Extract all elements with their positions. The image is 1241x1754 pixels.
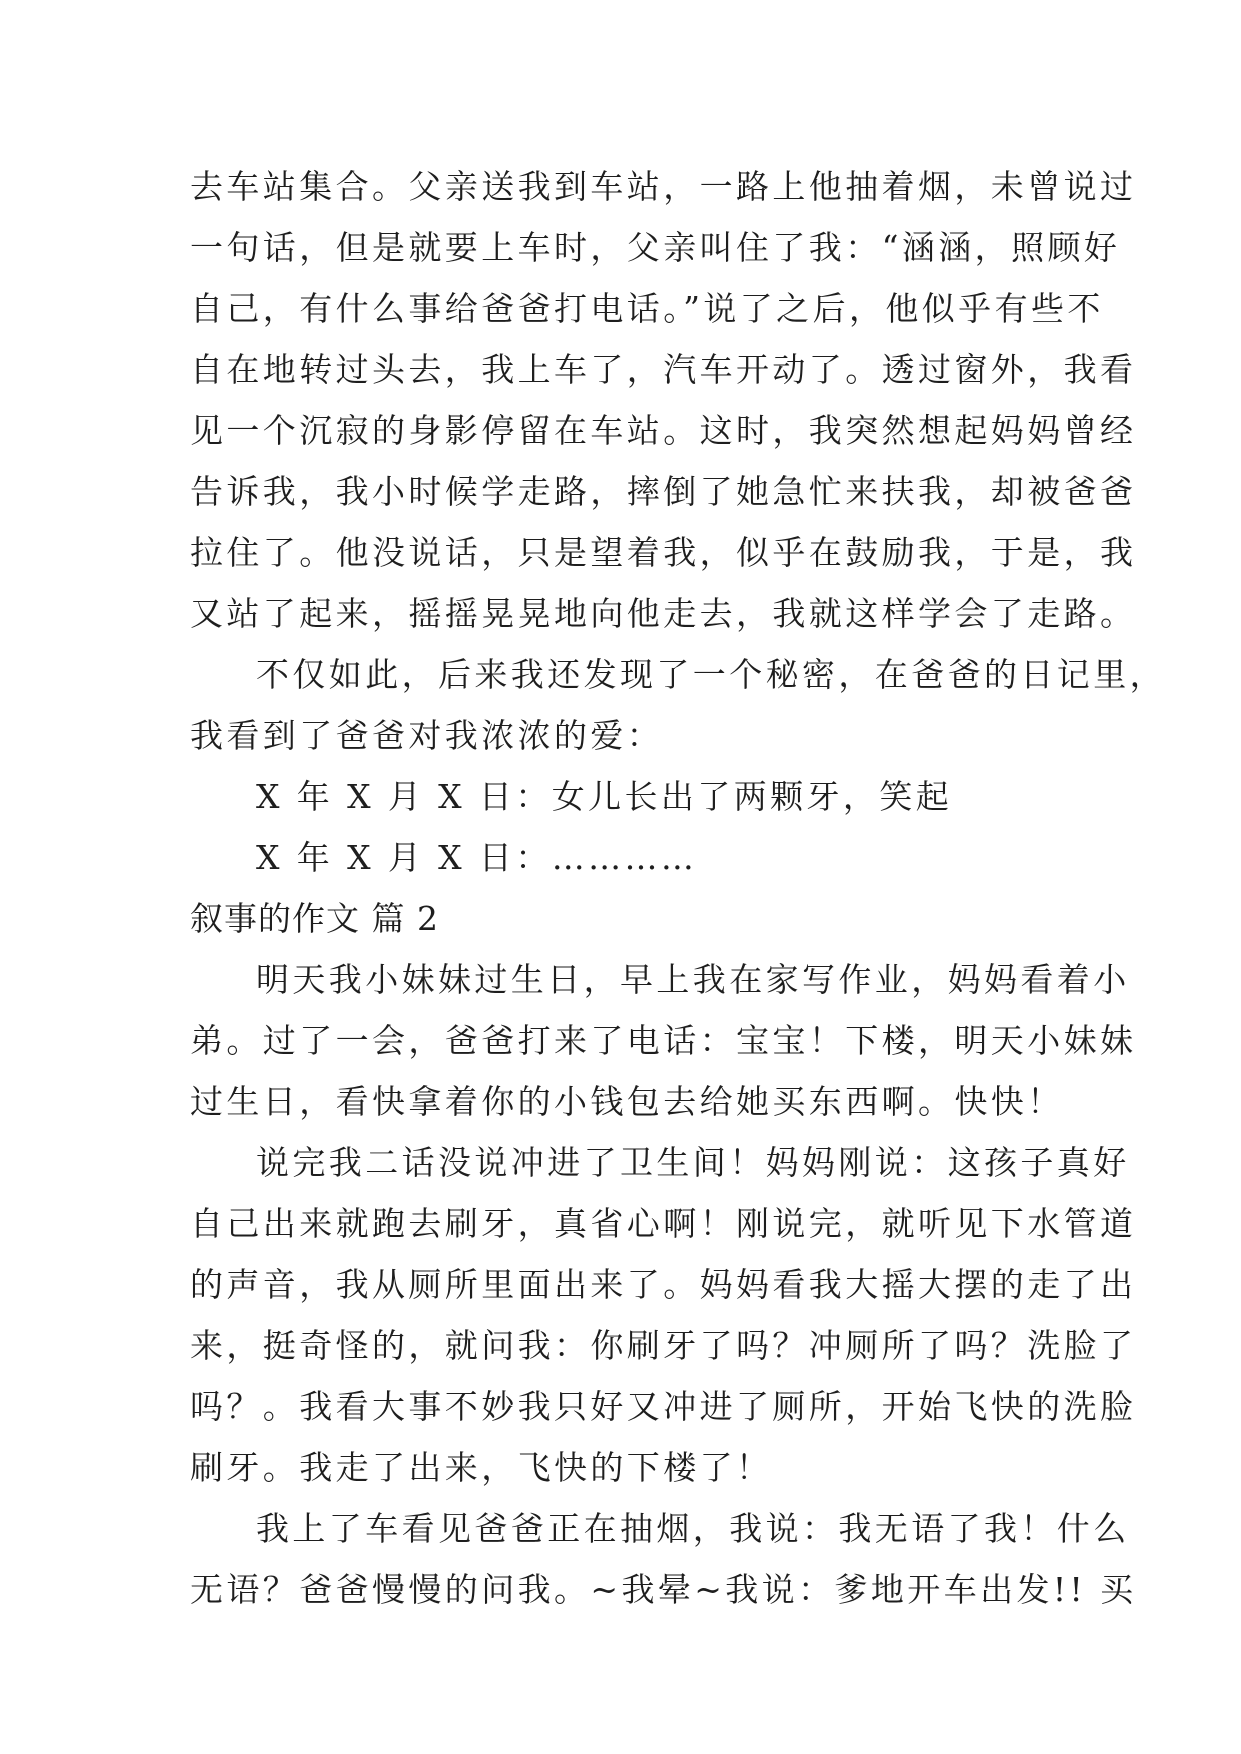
text-line: 见一个沉寂的身影停留在车站。这时，我突然想起妈妈曾经 [190,411,1137,450]
text-line: 刷牙。我走了出来，飞快的下楼了！ [190,1448,773,1487]
text-line: 一句话，但是就要上车时，父亲叫住了我：“涵涵，照顾好 [190,228,1121,267]
text-line: 告诉我，我小时候学走路，摔倒了她急忙来扶我，却被爸爸 [190,472,1137,511]
text-line: 来，挺奇怪的，就问我：你刷牙了吗？冲厕所了吗？洗脸了 [190,1326,1137,1365]
text-line: 的声音，我从厕所里面出来了。妈妈看我大摇大摆的走了出 [190,1265,1137,1304]
text-line: 说完我二话没说冲进了卫生间！妈妈刚说：这孩子真好 [256,1143,1130,1182]
diary-entry-line: X 年 X 月 X 日：………… [256,838,698,877]
section-heading: 叙事的作文 篇 2 [190,899,439,938]
text-line: 过生日，看快拿着你的小钱包去给她买东西啊。快快！ [190,1082,1064,1121]
text-line: 拉住了。他没说话，只是望着我，似乎在鼓励我，于是，我 [190,533,1137,572]
document-body [190,156,1166,1620]
text-line: 又站了起来，摇摇晃晃地向他走去，我就这样学会了走路。 [190,594,1137,633]
text-line: 明天我小妹妹过生日，早上我在家写作业，妈妈看着小 [256,960,1130,999]
text-line: 自己出来就跑去刷牙，真省心啊！刚说完，就听见下水管道 [190,1204,1137,1243]
text-line: 吗？。我看大事不妙我只好又冲进了厕所，开始飞快的洗脸 [190,1387,1137,1426]
text-line: 无语？爸爸慢慢的问我。~我晕~我说：爹地开车出发!! 买 [190,1570,1137,1609]
text-line: 弟。过了一会，爸爸打来了电话：宝宝！下楼，明天小妹妹 [190,1021,1137,1060]
text-line: 自在地转过头去，我上车了，汽车开动了。透过窗外，我看 [190,350,1137,389]
text-line: 我看到了爸爸对我浓浓的爱： [190,716,664,755]
text-line: 我上了车看见爸爸正在抽烟，我说：我无语了我！什么 [256,1509,1130,1548]
text-line: 去车站集合。父亲送我到车站，一路上他抽着烟，未曾说过 [190,167,1137,206]
text-line: 自己，有什么事给爸爸打电话。”说了之后，他似乎有些不 [190,289,1104,328]
diary-entry-line: X 年 X 月 X 日：女儿长出了两颗牙，笑起 [256,777,953,816]
text-line: 不仅如此，后来我还发现了一个秘密，在爸爸的日记里， [256,655,1166,694]
